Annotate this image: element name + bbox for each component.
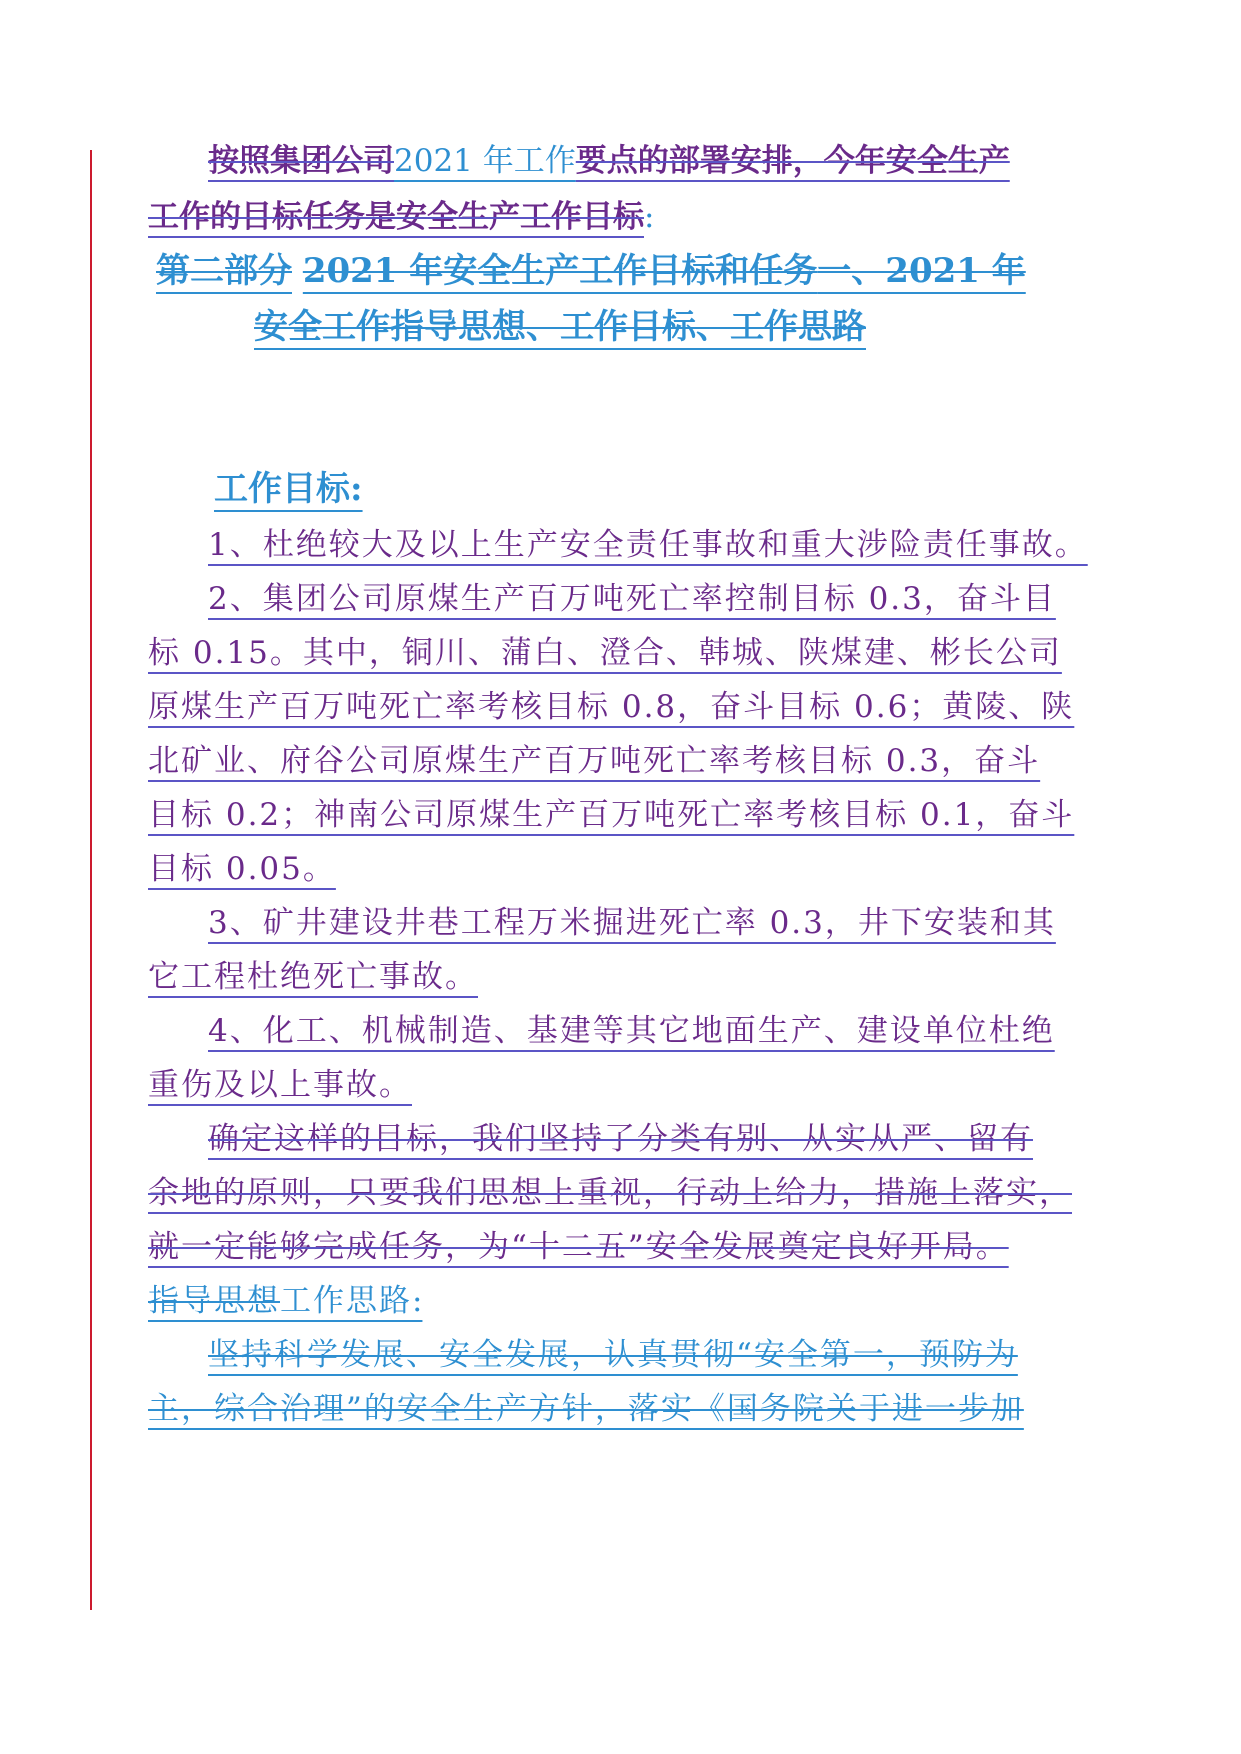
part-heading-line-2: [254, 302, 866, 352]
guiding-line-2: [148, 1384, 1024, 1434]
part-heading-line-1: [156, 246, 1026, 296]
goal-item-2-text-5: 目标 0.2；神南公司原煤生产百万吨死亡率考核目标 0.1，奋斗: [148, 797, 1075, 833]
guiding-text-1: 坚持科学发展、安全发展，认真贯彻“安全第一，预防为: [208, 1337, 1018, 1373]
goal-item-4-line-2: [148, 1060, 412, 1110]
goal-item-4-text-1: 4、化工、机械制造、基建等其它地面生产、建设单位杜绝: [208, 1013, 1055, 1049]
goal-item-4-text-2: 重伤及以上事故。: [148, 1067, 412, 1103]
goal-item-2-line-1: [208, 574, 1056, 624]
goal-item-3-text-2: 它工程杜绝死亡事故。: [148, 959, 478, 995]
part-heading-c: 一、2021 年: [817, 251, 1026, 291]
intro-year: 2021 年工作: [394, 143, 576, 179]
goals-heading: [214, 464, 363, 514]
revision-margin-bar: [90, 150, 92, 1610]
intro-strike-c: 工作的目标任务是安全生产工作目标: [148, 199, 644, 235]
intro-line-2: [148, 192, 654, 242]
goal-item-2-text-2: 标 0.15。其中，铜川、蒲白、澄合、韩城、陕煤建、彬长公司: [148, 635, 1062, 671]
principle-line-2: [148, 1168, 1072, 1218]
guiding-text-2: 主，综合治理”的安全生产方针，落实《国务院关于进一步加: [148, 1391, 1024, 1427]
principle-text-1: 确定这样的目标，我们坚持了分类有别、从实从严、留有: [208, 1121, 1033, 1157]
goal-item-1-text: 1、杜绝较大及以上生产安全责任事故和重大涉险责任事故。: [208, 527, 1088, 563]
goal-item-2-text-3: 原煤生产百万吨死亡率考核目标 0.8，奋斗目标 0.6；黄陵、陕: [148, 689, 1075, 725]
principle-line-1: [208, 1114, 1033, 1164]
guiding-label: [148, 1276, 422, 1326]
guiding-label-b: 工作思路: [280, 1283, 412, 1319]
guiding-label-a: 指导思想: [148, 1283, 280, 1319]
intro-colon: :: [644, 199, 655, 235]
goals-heading-text: 工作目标:: [214, 469, 363, 509]
goal-item-2-line-6: [148, 844, 336, 894]
goal-item-2-line-5: [148, 790, 1074, 840]
part-heading-b: 2021 年安全生产工作目标和任务: [302, 251, 818, 291]
part-heading-d: 安全工作指导思想、工作目标、工作思路: [254, 307, 866, 347]
guiding-line-1: [208, 1330, 1018, 1380]
goal-item-1: [208, 520, 1088, 570]
guiding-colon: :: [412, 1283, 423, 1319]
goal-item-4-line-1: [208, 1006, 1055, 1056]
principle-text-3: 就一定能够完成任务，为“十二五”安全发展奠定良好开局。: [148, 1229, 1009, 1265]
goal-item-3-line-2: [148, 952, 478, 1002]
intro-line-1: [208, 136, 1010, 186]
principle-line-3: [148, 1222, 1009, 1272]
intro-strike-b: 要点的部署安排，今年安全生产: [575, 143, 1010, 179]
intro-strike-a: 按照集团公司: [208, 143, 394, 179]
goal-item-2-text-6: 目标 0.05。: [148, 851, 336, 887]
goal-item-3-line-1: [208, 898, 1056, 948]
goal-item-2-line-4: [148, 736, 1040, 786]
goal-item-2-line-3: [148, 682, 1074, 732]
part-heading-a: 第二部分: [156, 251, 292, 291]
goal-item-2-text-1: 2、集团公司原煤生产百万吨死亡率控制目标 0.3，奋斗目: [208, 581, 1056, 617]
principle-text-2: 余地的原则，只要我们思想上重视，行动上给力，措施上落实，: [148, 1175, 1072, 1211]
goal-item-2-text-4: 北矿业、府谷公司原煤生产百万吨死亡率考核目标 0.3，奋斗: [148, 743, 1041, 779]
goal-item-2-line-2: [148, 628, 1062, 678]
goal-item-3-text-1: 3、矿井建设井巷工程万米掘进死亡率 0.3，井下安装和其: [208, 905, 1056, 941]
